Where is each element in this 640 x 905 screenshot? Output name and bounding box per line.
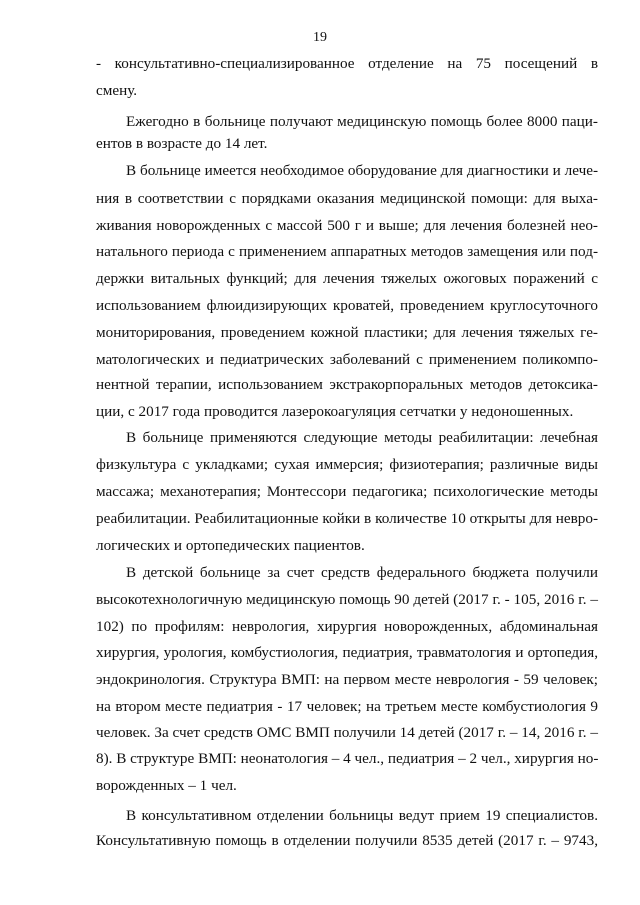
text-line: держки витальных функций; для лечения тяжелых ожоговых поражений с <box>96 270 598 287</box>
text-line: В больнице имеется необходимое оборудование для диагностики и лече- <box>126 162 598 179</box>
text-line: физкультура с укладками; сухая иммерсия; физиотерапия; различные виды <box>96 456 598 473</box>
text-line: нентной терапии, использованием экстракорпоральных методов детоксика- <box>96 376 598 393</box>
text-line: использованием флюидизирующих кроватей, проведением круглосуточного <box>96 297 598 314</box>
text-line: 102) по профилям: неврология, хирургия новорожденных, абдоминальная <box>96 618 598 635</box>
text-line: человек. За счет средств ОМС ВМП получили 14 детей (2017 г. – 14, 2016 г. – <box>96 724 598 741</box>
text-line: ентов в возрасте до 14 лет. <box>96 135 268 152</box>
text-line: матологических и педиатрических заболеваний с применением поликомпо- <box>96 351 598 368</box>
text-line: живания новорожденных с массой 500 г и выше; для лечения болезней нео- <box>96 217 598 234</box>
text-line: натального периода с применением аппаратных методов замещения или под- <box>96 243 598 260</box>
text-line: ворожденных – 1 чел. <box>96 777 237 794</box>
text-line: ния в соответствии с порядками оказания медицинской помощи: для выха- <box>96 190 598 207</box>
text-line: Ежегодно в больнице получают медицинскую помощь более 8000 паци- <box>126 113 598 130</box>
text-line: смену. <box>96 82 138 99</box>
text-line: высокотехнологичную медицинскую помощь 90 детей (2017 г. - 105, 2016 г. – <box>96 591 598 608</box>
text-line: реабилитации. Реабилитационные койки в количестве 10 открыты для невро- <box>96 510 598 527</box>
text-line: В больнице применяются следующие методы реабилитации: лечебная <box>126 429 598 446</box>
text-line: логических и ортопедических пациентов. <box>96 537 365 554</box>
text-line: - консультативно-специализированное отделение на 75 посещений в <box>96 55 598 72</box>
text-line: хирургия, урология, комбустиология, педиатрия, травматология и ортопедия, <box>96 644 598 661</box>
text-line: 8). В структуре ВМП: неонатология – 4 чел., педиатрия – 2 чел., хирургия но- <box>96 750 599 767</box>
text-line: эндокринология. Структура ВМП: на первом месте неврология - 59 человек; <box>96 671 598 688</box>
text-line: мониторирования, проведением кожной пластики; для лечения тяжелых ге- <box>96 324 598 341</box>
text-line: на втором месте педиатрия - 17 человек; на третьем месте комбустиология 9 <box>96 698 598 715</box>
page-number: 19 <box>313 30 327 45</box>
text-line: массажа; механотерапия; Монтессори педагогика; психологические методы <box>96 483 598 500</box>
text-line: В консультативном отделении больницы ведут прием 19 специалистов. <box>126 807 598 824</box>
text-line: ции, с 2017 года проводится лазерокоагуляция сетчатки у недоношенных. <box>96 403 574 420</box>
text-line: В детской больнице за счет средств федерального бюджета получили <box>126 564 598 581</box>
text-line: Консультативную помощь в отделении получили 8535 детей (2017 г. – 9743, <box>96 832 598 849</box>
